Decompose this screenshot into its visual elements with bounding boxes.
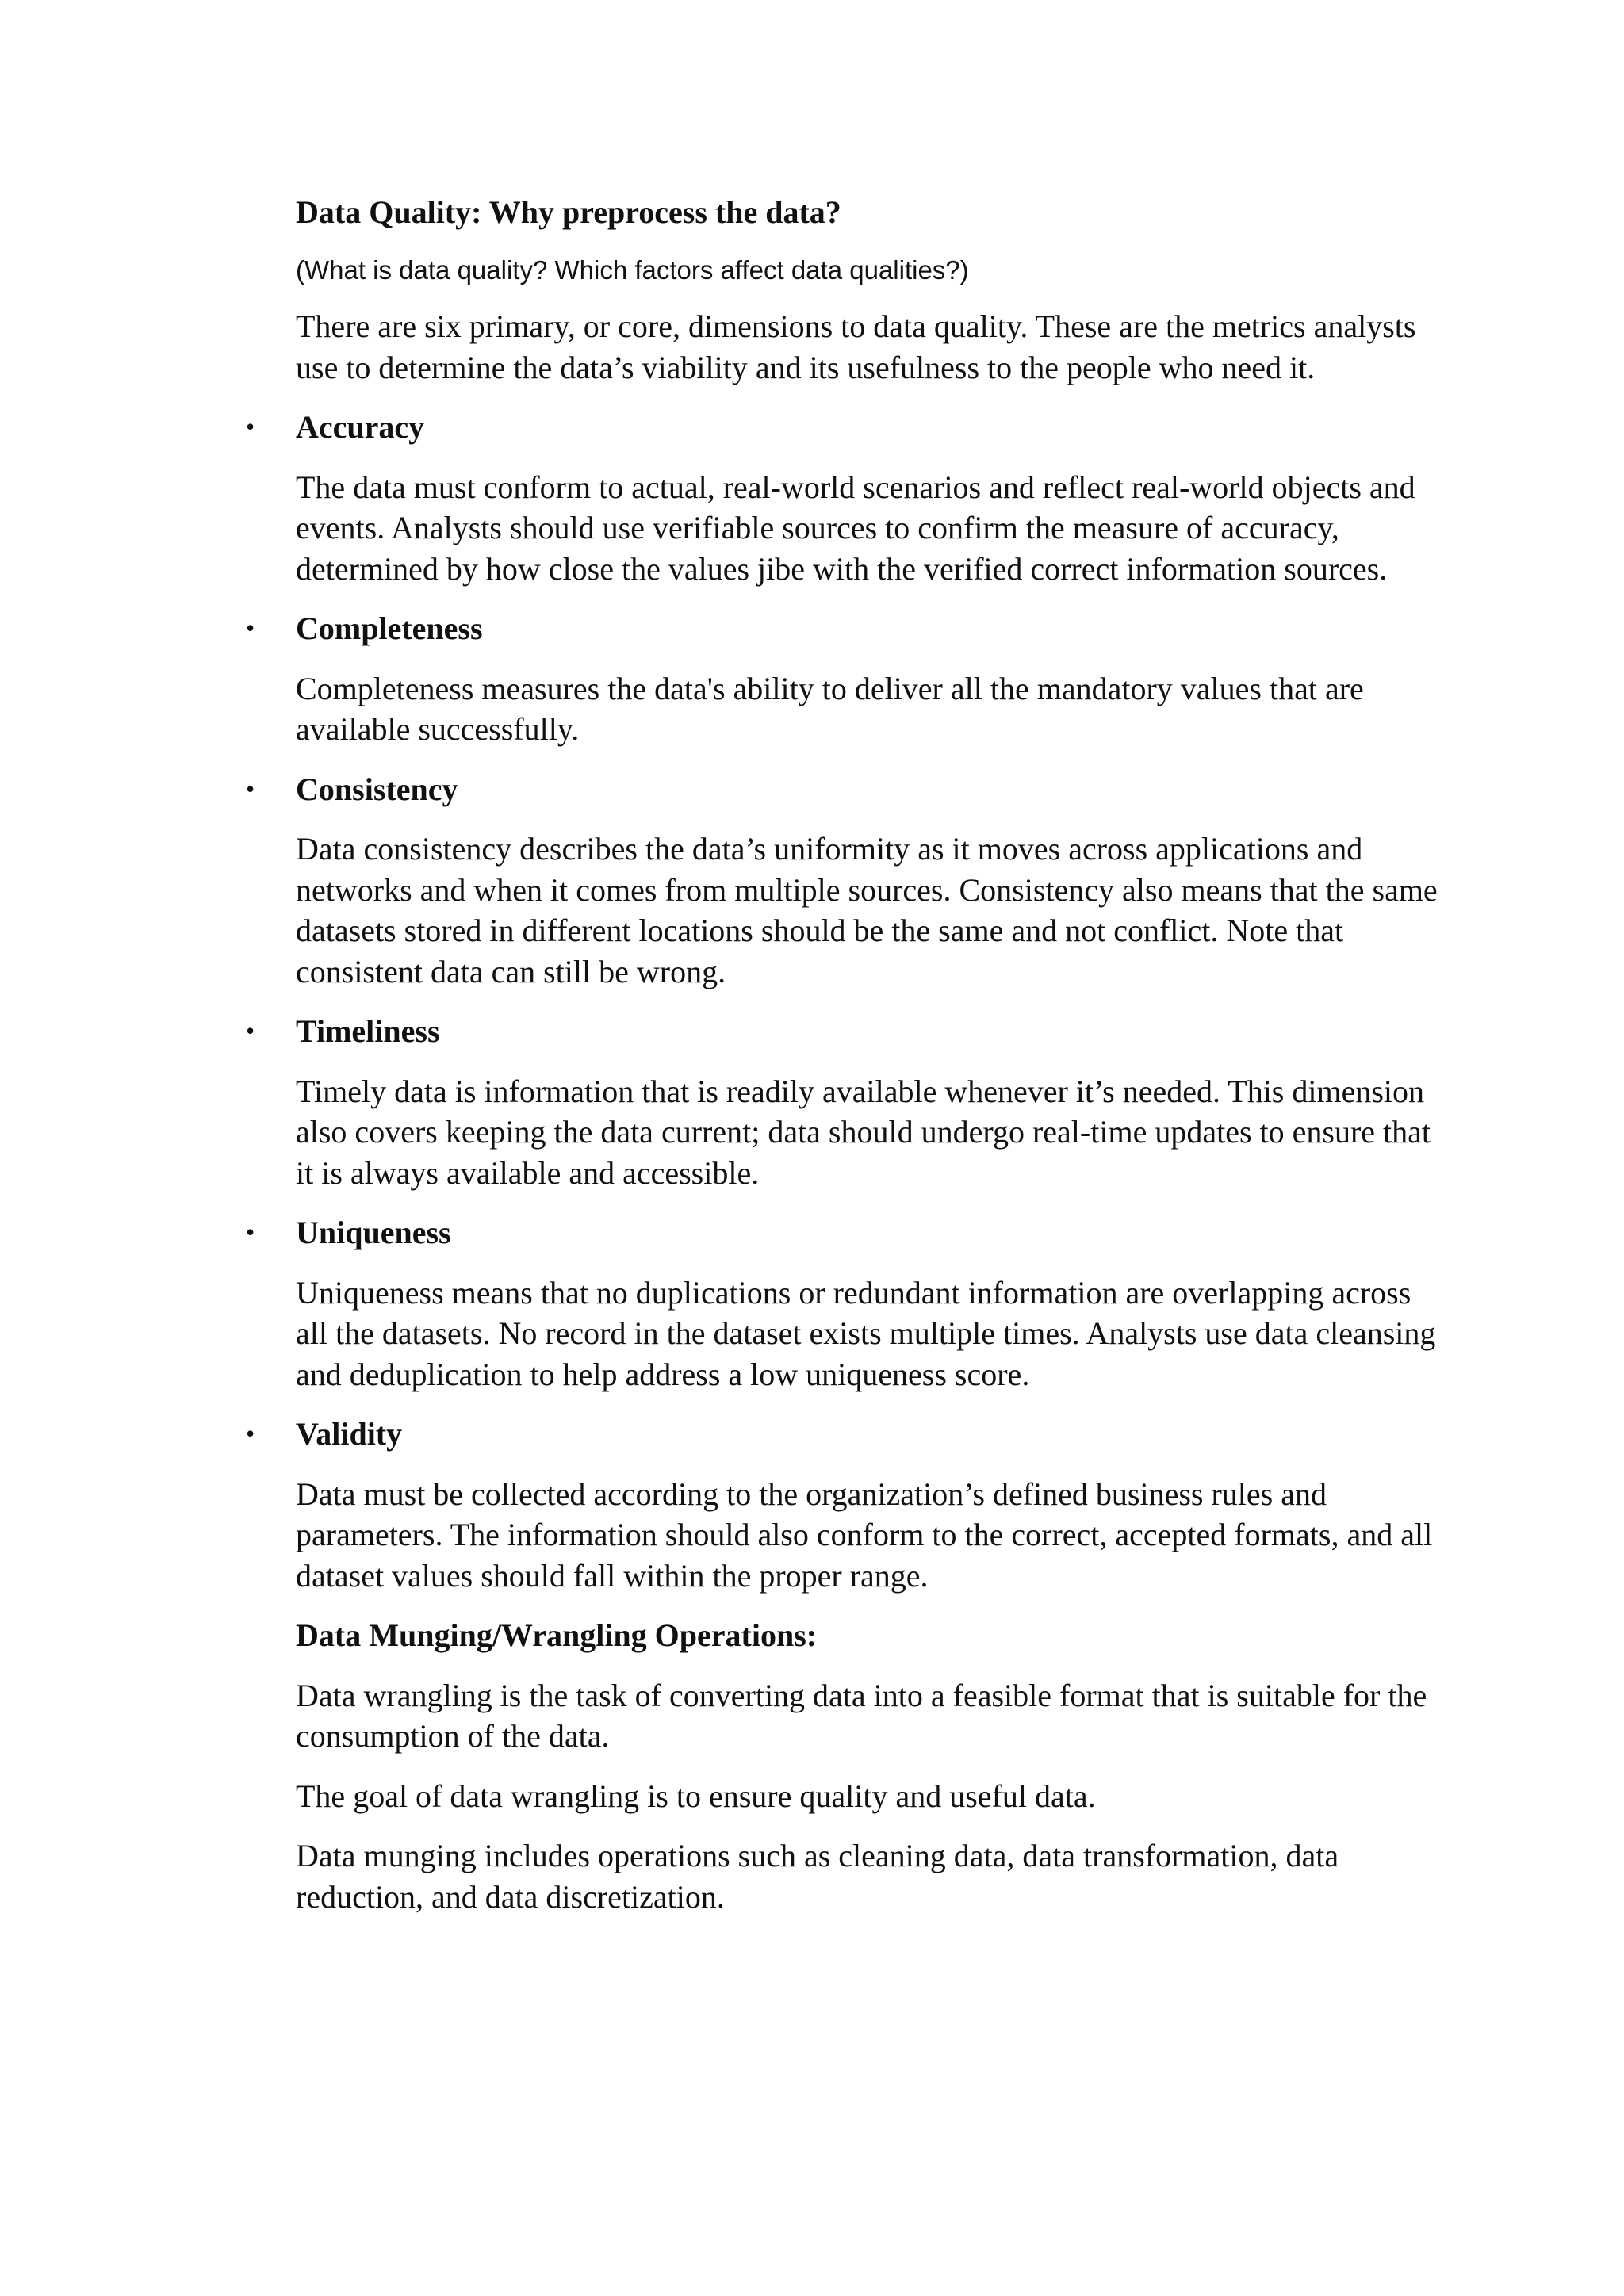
dimension-item-uniqueness <box>246 1212 1446 1395</box>
dimension-item-completeness <box>246 608 1446 750</box>
document-subtitle: (What is data quality? Which factors affect data qualities?) <box>296 255 969 285</box>
dimension-heading: Accuracy <box>296 409 425 445</box>
bullet-icon: • <box>246 1419 255 1448</box>
dimension-item-consistency <box>246 769 1446 993</box>
dimension-heading: Uniqueness <box>296 1215 451 1250</box>
dimension-item-timeliness <box>246 1011 1446 1193</box>
bullet-icon: • <box>246 1218 255 1246</box>
dimension-heading-row <box>246 608 1446 649</box>
dimension-text: Data must be collected according to the organization’s defined business rules and parameters. The information should also conform to the correct, accepted formats, and all dataset values should fall within the proper range. <box>296 1475 1433 1594</box>
dimension-heading-row <box>246 407 1446 448</box>
dimension-text: Timely data is information that is readily available whenever it’s needed. This dimension also covers keeping the data current; data should undergo real-time updates to ensure that it is always available and accessible. <box>296 1073 1431 1191</box>
dimension-heading-row <box>246 1011 1446 1052</box>
bullet-icon: • <box>246 1016 255 1045</box>
dimension-item-validity <box>246 1414 1446 1596</box>
wrangling-paragraph: The goal of data wrangling is to ensure quality and useful data. <box>296 1777 1096 1814</box>
dimension-heading: Completeness <box>296 610 483 646</box>
intro-paragraph: There are six primary, or core, dimensions to data quality. These are the metrics analysts use to determine the data’s viability and its usefulness to the people who need it. <box>296 308 1416 385</box>
dimension-heading-row <box>246 769 1446 810</box>
bullet-icon: • <box>246 774 255 803</box>
document-body <box>246 193 1446 1936</box>
dimension-item-accuracy <box>246 407 1446 589</box>
dimension-text: Data consistency describes the data’s uniformity as it moves across applications and networks and when it comes from multiple sources. Consistency also means that the same datasets stored in different locations should be the same and not conflict. Note that consistent data can still be wrong. <box>296 831 1438 989</box>
dimension-heading: Consistency <box>296 771 458 807</box>
dimension-text: The data must conform to actual, real-world scenarios and reflect real-world objects and events. Analysts should use verifiable sources to confirm the measure of accuracy, determined by how close the values jibe with the verified correct information sources. <box>296 469 1415 587</box>
dimension-text: Completeness measures the data's ability to deliver all the mandatory values that are available successfully. <box>296 670 1364 747</box>
wrangling-heading: Data Munging/Wrangling Operations: <box>296 1617 818 1653</box>
bullet-icon: • <box>246 614 255 642</box>
dimension-heading: Validity <box>296 1416 403 1452</box>
dimension-heading-row <box>246 1414 1446 1455</box>
dimension-heading: Timeliness <box>296 1013 440 1049</box>
dimension-heading-row <box>246 1212 1446 1253</box>
bullet-icon: • <box>246 412 255 441</box>
wrangling-paragraph: Data munging includes operations such as cleaning data, data transformation, data reduction, and data discretization. <box>296 1838 1339 1915</box>
dimension-text: Uniqueness means that no duplications or redundant information are overlapping across all the datasets. No record in the dataset exists multiple times. Analysts use data cleansing and deduplication to help address a low uniqueness score. <box>296 1274 1436 1392</box>
wrangling-paragraph: Data wrangling is the task of converting data into a feasible format that is suitable for the consumption of the data. <box>296 1677 1427 1754</box>
document-title: Data Quality: Why preprocess the data? <box>296 194 841 230</box>
